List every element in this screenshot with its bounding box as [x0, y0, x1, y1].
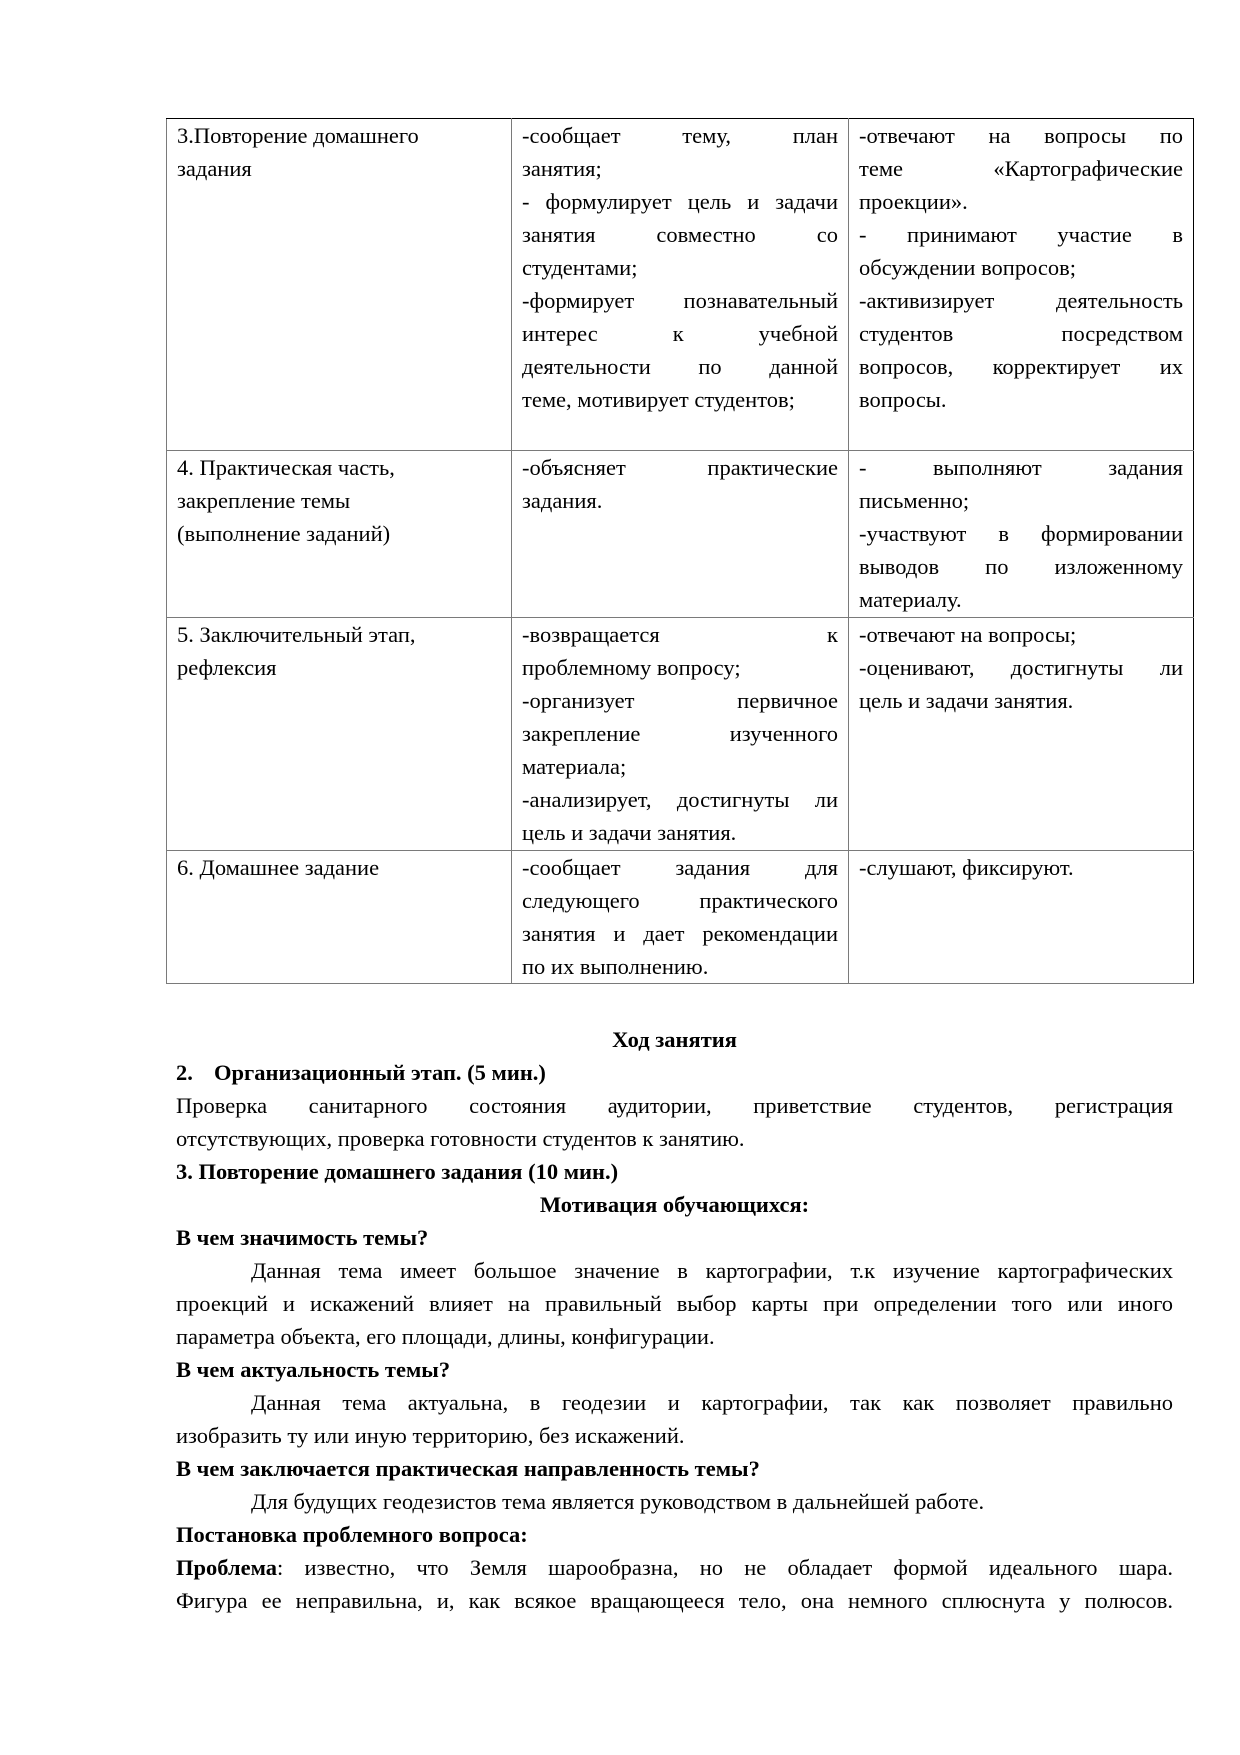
student-activity-cell [849, 451, 1194, 618]
answer-relevance-line: изобразить ту или иную территорию, без искажений. [176, 1423, 685, 1448]
teacher-activity-line: -анализирует, достигнуты ли [522, 787, 838, 812]
teacher-activity-line: занятия; [522, 156, 602, 181]
student-activity-line: -участвуют в формировании [859, 521, 1183, 546]
teacher-activity-cell [512, 451, 849, 618]
student-activity-line: -слушают, фиксируют. [859, 855, 1074, 880]
answer-relevance-line: Данная тема актуальна, в геодезии и картографии, так как позволяет правильно [251, 1390, 1173, 1415]
teacher-activity-line: -организует первичное [522, 688, 838, 713]
teacher-activity-line: -формирует познавательный [522, 288, 838, 313]
answer-practical: Для будущих геодезистов тема является руководством в дальнейшей работе. [251, 1489, 985, 1514]
teacher-activity-line: -сообщает тему, план [522, 123, 838, 148]
question-relevance: В чем актуальность темы? [176, 1357, 451, 1382]
teacher-activity-line: проблемному вопросу; [522, 655, 741, 680]
answer-significance-line: проекций и искажений влияет на правильный выбор карты при определении того или иного [176, 1291, 1173, 1316]
stage-line: закрепление темы [177, 488, 351, 513]
student-activity-cell [849, 618, 1194, 851]
motivation-title: Мотивация обучающихся: [539, 1192, 810, 1217]
section-2-number: 2. [176, 1060, 193, 1085]
course-title: Ход занятия [612, 1027, 737, 1052]
teacher-activity-line: -возвращается к [522, 622, 838, 647]
stage-line: (выполнение заданий) [177, 521, 391, 546]
question-practical: В чем заключается практическая направленность темы? [176, 1456, 760, 1481]
teacher-activity-line: -объясняет практические [522, 455, 838, 480]
student-activity-line: материалу. [859, 587, 962, 612]
stage-line: 5. Заключительный этап, [177, 622, 416, 647]
stage-cell [167, 119, 512, 451]
student-activity-line: обсуждении вопросов; [859, 255, 1077, 280]
answer-significance-line: параметра объекта, его площади, длины, конфигурации. [176, 1324, 715, 1349]
teacher-activity-line: занятия и дает рекомендации [522, 921, 838, 946]
teacher-activity-cell [512, 119, 849, 451]
teacher-activity-line: по их выполнению. [522, 954, 709, 979]
student-activity-line: -отвечают на вопросы по [859, 123, 1183, 148]
student-activity-line: -отвечают на вопросы; [859, 622, 1077, 647]
student-activity-line: вопросы. [859, 387, 947, 412]
section-2-text-line: Проверка санитарного состояния аудитории, приветствие студентов, регистрация [176, 1093, 1173, 1118]
student-activity-line: вопросов, корректирует их [859, 354, 1183, 379]
section-2-heading-text: Организационный этап. (5 мин.) [214, 1060, 546, 1085]
section-2-text-line: отсутствующих, проверка готовности студентов к занятию. [176, 1126, 745, 1151]
student-activity-line: -активизирует деятельность [859, 288, 1183, 313]
stage-line: рефлексия [177, 655, 277, 680]
teacher-activity-line: занятия совместно со [522, 222, 838, 247]
student-activity-cell [849, 119, 1194, 451]
stage-line: 3.Повторение домашнего [177, 123, 419, 148]
student-activity-line: теме «Картографические [859, 156, 1183, 181]
student-activity-cell [849, 851, 1194, 984]
teacher-activity-cell [512, 618, 849, 851]
stage-line: 6. Домашнее задание [177, 855, 380, 880]
student-activity-line: -оценивают, достигнуты ли [859, 655, 1183, 680]
stage-cell [167, 851, 512, 984]
teacher-activity-cell [512, 851, 849, 984]
problem-label: Проблема [176, 1555, 277, 1580]
stage-line: 4. Практическая часть, [177, 455, 395, 480]
teacher-activity-line: материала; [522, 754, 627, 779]
teacher-activity-line: - формулирует цель и задачи [522, 189, 838, 214]
teacher-activity-line: теме, мотивирует студентов; [522, 387, 795, 412]
teacher-activity-line: -сообщает задания для [522, 855, 838, 880]
student-activity-line: студентов посредством [859, 321, 1183, 346]
question-significance: В чем значимость темы? [176, 1225, 429, 1250]
table-row [167, 451, 1194, 618]
table-row [167, 851, 1194, 984]
lesson-course-section [176, 1023, 1173, 1617]
student-activity-line: проекции». [859, 189, 968, 214]
problem-statement-title: Постановка проблемного вопроса: [176, 1522, 528, 1547]
problem-text: : известно, что Земля шарообразна, но не обладает формой идеального шара. [277, 1555, 1173, 1580]
student-activity-line: цель и задачи занятия. [859, 688, 1074, 713]
teacher-activity-line: студентами; [522, 255, 638, 280]
teacher-activity-line: задания. [522, 488, 603, 513]
stage-line: задания [177, 156, 252, 181]
table-row [167, 618, 1194, 851]
lesson-stages-table [166, 118, 1194, 984]
teacher-activity-line: закрепление изученного [522, 721, 838, 746]
section-3-heading: 3. Повторение домашнего задания (10 мин.) [176, 1159, 619, 1184]
answer-significance-line: Данная тема имеет большое значение в картографии, т.к изучение картографических [251, 1258, 1173, 1283]
teacher-activity-line: деятельности по данной [522, 354, 838, 379]
student-activity-line: - выполняют задания [859, 455, 1183, 480]
teacher-activity-line: цель и задачи занятия. [522, 820, 737, 845]
section-2-heading [176, 1056, 1173, 1089]
teacher-activity-line: интерес к учебной [522, 321, 838, 346]
table-row [167, 119, 1194, 451]
student-activity-line: выводов по изложенному [859, 554, 1183, 579]
problem-line: Фигура ее неправильна, и, как всякое вращающееся тело, она немного сплюснута у полюсов. [176, 1588, 1173, 1613]
stage-cell [167, 618, 512, 851]
student-activity-line: письменно; [859, 488, 970, 513]
stage-cell [167, 451, 512, 618]
teacher-activity-line: следующего практического [522, 888, 838, 913]
problem-line [176, 1551, 1173, 1584]
student-activity-line: - принимают участие в [859, 222, 1183, 247]
